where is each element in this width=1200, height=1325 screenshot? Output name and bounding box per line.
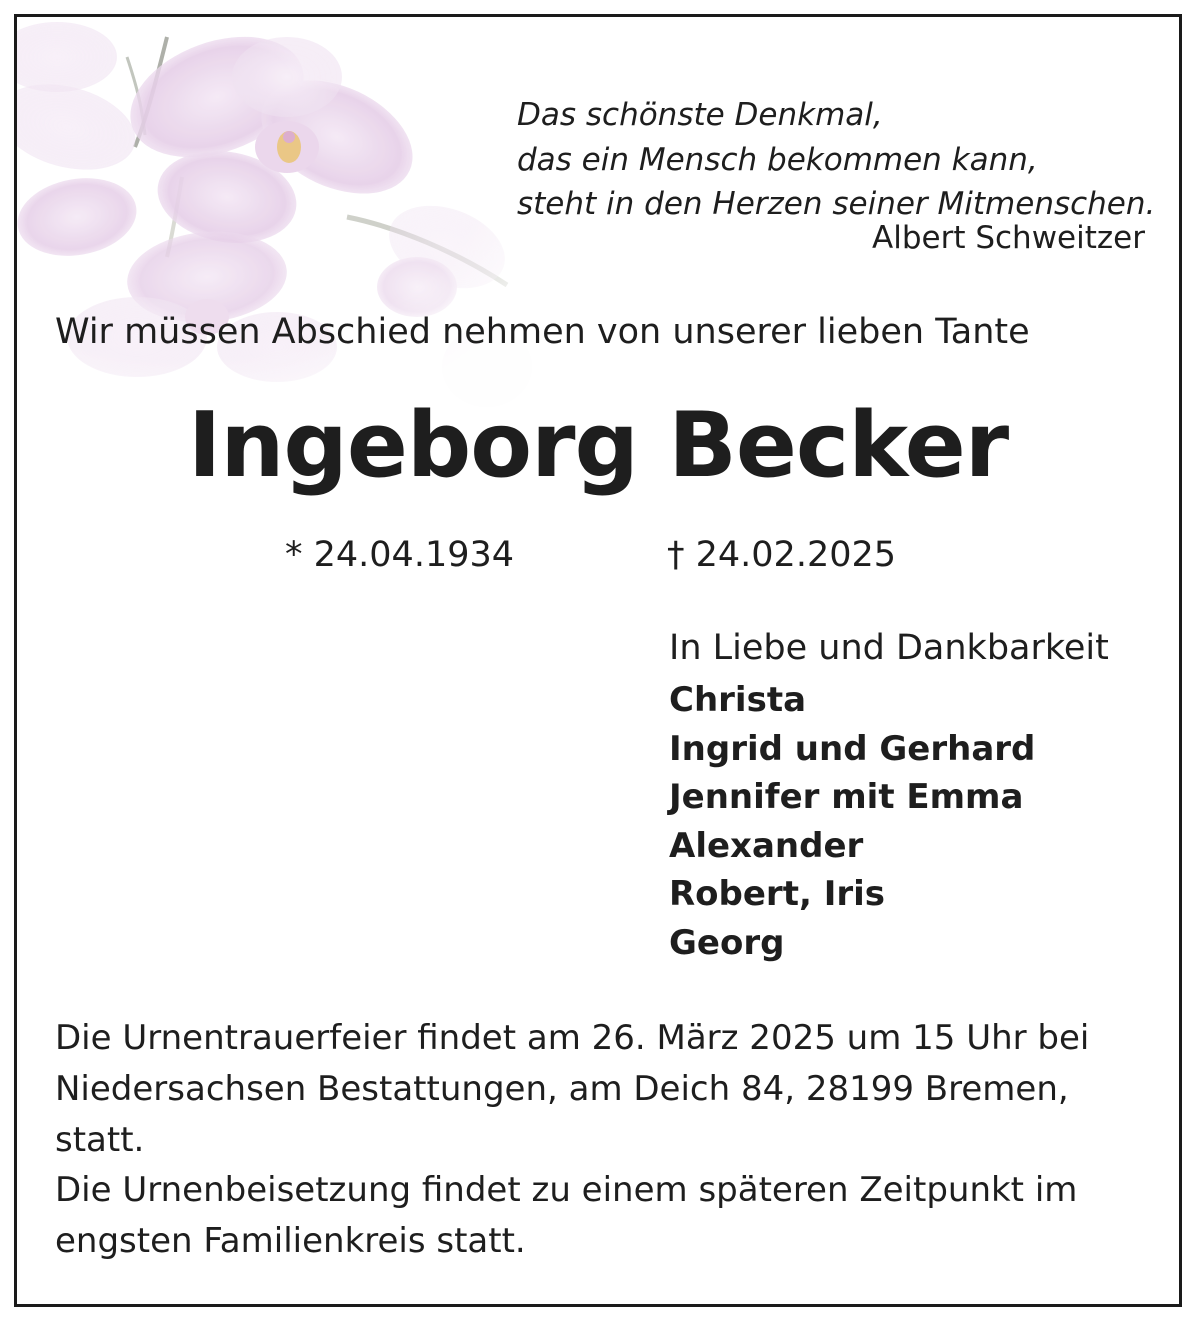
intro-text: Wir müssen Abschied nehmen von unserer lieben Tante (55, 312, 1030, 352)
quote-author: Albert Schweitzer (872, 220, 1145, 256)
mourner-name: Georg (669, 922, 785, 963)
mourner-name: Christa (669, 680, 807, 720)
mourner-name: Ingrid und Gerhard (669, 728, 1036, 769)
quote-line: steht in den Herzen seiner Mitmenschen. (517, 186, 1156, 222)
death-date: † 24.02.2025 (667, 535, 897, 575)
orchid-flowers-image (17, 17, 577, 437)
mourner-name: Jennifer mit Emma (669, 777, 1024, 817)
closing-phrase: In Liebe und Dankbarkeit (669, 628, 1109, 668)
obituary-frame (14, 14, 1182, 1307)
quote-line: das ein Mensch bekommen kann, (517, 141, 1038, 178)
quote-line: Das schönste Denkmal, (517, 97, 883, 133)
ceremony-notice: Die Urnentrauerfeier findet am 26. März 2025 um 15 Uhr bei Niedersachsen Bestattungen, am Deich 84, 28199 Bremen, statt. (55, 1018, 1090, 1160)
deceased-name: Ingeborg Becker (187, 393, 1009, 498)
mourners-list (669, 676, 1035, 967)
interment-notice: Die Urnenbeisetzung findet zu einem späteren Zeitpunkt im engsten Familienkreis statt. (55, 1170, 1078, 1261)
mourner-name: Alexander (669, 825, 864, 866)
birth-date: * 24.04.1934 (285, 535, 515, 575)
mourner-name: Robert, Iris (669, 874, 886, 914)
quote (517, 93, 1162, 227)
